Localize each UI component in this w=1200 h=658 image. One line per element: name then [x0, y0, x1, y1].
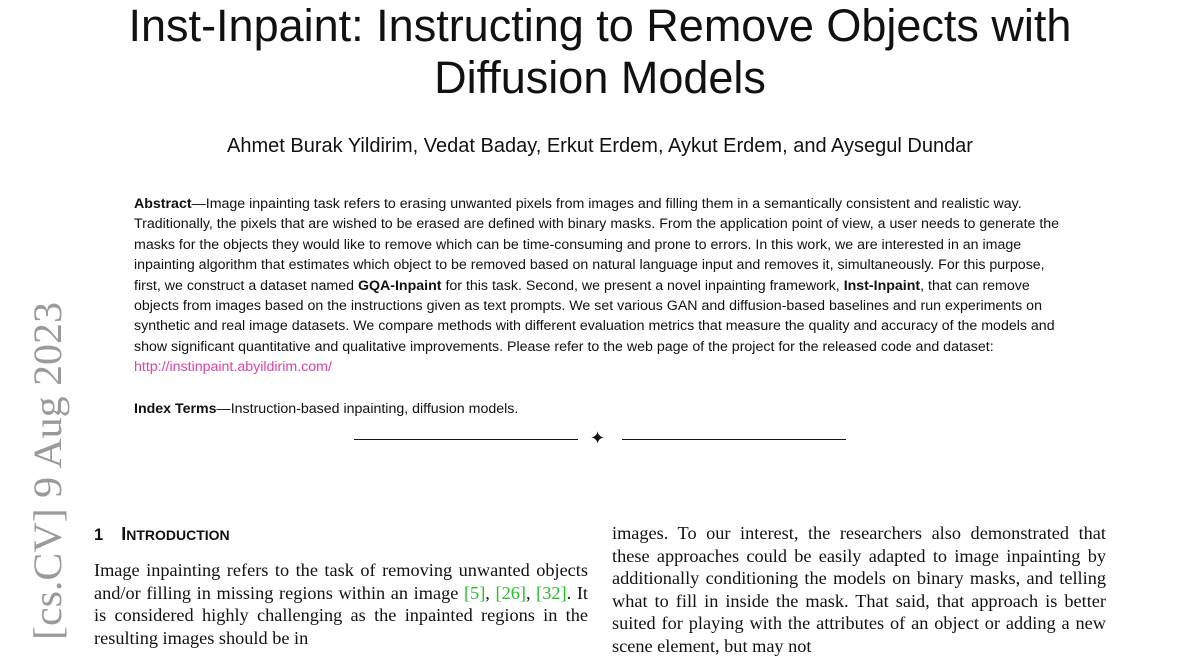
divider-line-left [354, 439, 578, 440]
index-terms-text: —Instruction-based inpainting, diffusion models. [216, 401, 519, 417]
dataset-name: GQA-Inpaint [357, 277, 442, 294]
citation-26[interactable]: [26] [495, 582, 526, 603]
arxiv-stamp-text: [cs.CV] 9 Aug 2023 [25, 317, 70, 640]
project-link[interactable]: http://instinpaint.abyildirim.com/ [134, 359, 332, 376]
intro-text-2: . It is considered highly challenging as the inpainted regions in the resulting images should be in [94, 582, 589, 648]
section-heading-initial: I [121, 524, 127, 544]
abstract-text-1: —Image inpainting task refers to erasing unwanted pixels from images and filling them in a semantically consistent and realistic way. Traditionally, the pixels that are wished to be erased are defined with binary masks. From the application point of view, a user needs to generate the masks for the objects they would like to remove which can be time-consuming and prone to errors. In this work, we are interested in an image inpainting algorithm that estimates which object to be removed based on natural language input and removes it, simultaneously. For this purpose, first, we construct a dataset named [134, 196, 1060, 294]
section-heading-rest: NTRODUCTION [126, 527, 230, 543]
intro-paragraph [94, 559, 588, 649]
framework-name: Inst-Inpaint [843, 277, 921, 294]
abstract [134, 194, 1069, 378]
section-heading-introduction [94, 523, 230, 546]
paper-title [0, 0, 1200, 104]
citation-separator: , [525, 582, 537, 603]
abstract-text-3: , that can remove objects from images based on the instructions given as text prompts. We set various GAN and diffusion-based baselines and run experiments on synthetic and real image datasets. We compare methods with different evaluation metrics that measure the quality and accuracy of the models and show significant quantitative and qualitative improvements. Please refer to the web page of the project for the released code and dataset: [134, 277, 1055, 355]
abstract-text-2: for this task. Second, we present a novel inpainting framework, [441, 277, 844, 294]
section-divider [354, 430, 846, 450]
intro-right-column [612, 522, 1106, 658]
intro-text-1: Image inpainting refers to the task of removing unwanted objects and/or filling in missing regions within an image [94, 560, 588, 603]
divider-line-right [622, 439, 846, 440]
intro-right-paragraph: images. To our interest, the researchers also demonstrated that these approaches could be easily adapted to image inpainting by additionally conditioning the models on binary masks, and telling what to fill in inside the mask. That said, that approach is better suited for playing with the attributes of an object or adding a new scene element, but may not [612, 523, 1106, 656]
arxiv-stamp [23, 300, 75, 640]
intro-left-column [94, 559, 588, 649]
title-line-2: Diffusion Models [434, 52, 766, 103]
divider-star-icon: ✦ [590, 428, 606, 449]
citation-32[interactable]: [32] [536, 582, 567, 603]
section-number: 1 [94, 526, 104, 544]
index-terms [134, 399, 1069, 419]
abstract-label: Abstract [134, 196, 192, 212]
title-line-1: Inst-Inpaint: Instructing to Remove Objects with [128, 0, 1072, 51]
citation-separator: , [485, 582, 496, 603]
citation-5[interactable]: [5] [463, 582, 486, 603]
index-terms-label: Index Terms [134, 401, 217, 417]
author-list: Ahmet Burak Yildirim, Vedat Baday, Erkut Erdem, Aykut Erdem, and Aysegul Dundar [227, 135, 973, 157]
